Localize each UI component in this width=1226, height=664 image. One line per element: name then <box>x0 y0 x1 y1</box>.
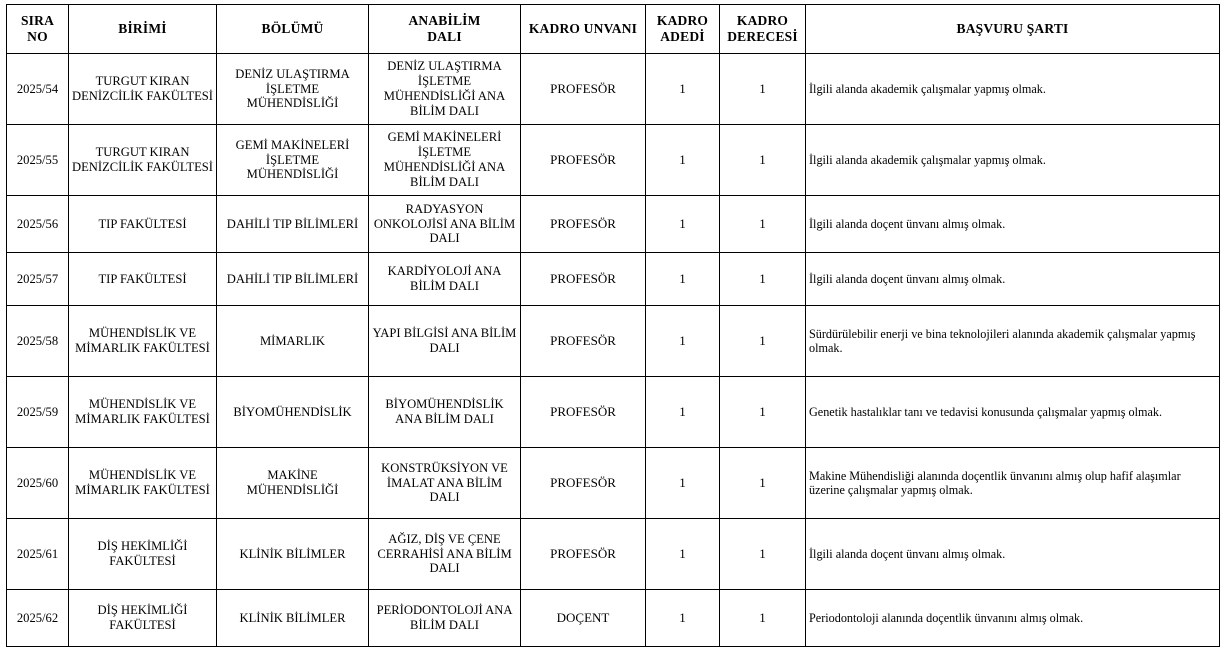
cell-sira-no: 2025/62 <box>7 590 69 647</box>
column-header-birimi: BİRİMİ <box>69 5 217 54</box>
cell-kadro-unvani: PROFESÖR <box>521 54 646 125</box>
cell-kadro-adedi: 1 <box>646 377 720 448</box>
cell-birimi: DİŞ HEKİMLİĞİ FAKÜLTESİ <box>69 590 217 647</box>
cell-basvuru-sarti: İlgili alanda doçent ünvanı almış olmak. <box>806 196 1220 253</box>
cell-bolumu: DENİZ ULAŞTIRMA İŞLETME MÜHENDİSLİĞİ <box>217 54 369 125</box>
cell-kadro-derecesi: 1 <box>720 306 806 377</box>
cell-kadro-adedi: 1 <box>646 448 720 519</box>
cell-bolumu: GEMİ MAKİNELERİ İŞLETME MÜHENDİSLİĞİ <box>217 125 369 196</box>
cell-kadro-unvani: DOÇENT <box>521 590 646 647</box>
cell-birimi: TIP FAKÜLTESİ <box>69 253 217 306</box>
table-row <box>7 519 1220 590</box>
cell-kadro-unvani: PROFESÖR <box>521 377 646 448</box>
table-row <box>7 590 1220 647</box>
cell-sira-no: 2025/60 <box>7 448 69 519</box>
cell-kadro-derecesi: 1 <box>720 519 806 590</box>
cell-kadro-adedi: 1 <box>646 196 720 253</box>
cell-anabilim-dali: GEMİ MAKİNELERİ İŞLETME MÜHENDİSLİĞİ ANA BİLİM DALI <box>369 125 521 196</box>
cell-sira-no: 2025/59 <box>7 377 69 448</box>
table-row <box>7 306 1220 377</box>
cell-kadro-derecesi: 1 <box>720 253 806 306</box>
table-row <box>7 125 1220 196</box>
column-header-kadro-derecesi: KADRO DERECESİ <box>720 5 806 54</box>
cell-sira-no: 2025/55 <box>7 125 69 196</box>
cell-kadro-unvani: PROFESÖR <box>521 125 646 196</box>
cell-anabilim-dali: DENİZ ULAŞTIRMA İŞLETME MÜHENDİSLİĞİ ANA BİLİM DALI <box>369 54 521 125</box>
cell-kadro-derecesi: 1 <box>720 196 806 253</box>
cell-birimi: MÜHENDİSLİK VE MİMARLIK FAKÜLTESİ <box>69 377 217 448</box>
column-header-sira-no: SIRA NO <box>7 5 69 54</box>
cell-kadro-derecesi: 1 <box>720 125 806 196</box>
cell-kadro-unvani: PROFESÖR <box>521 306 646 377</box>
table-row <box>7 196 1220 253</box>
cell-bolumu: DAHİLİ TIP BİLİMLERİ <box>217 253 369 306</box>
cell-sira-no: 2025/58 <box>7 306 69 377</box>
cell-kadro-unvani: PROFESÖR <box>521 196 646 253</box>
cell-sira-no: 2025/56 <box>7 196 69 253</box>
cell-anabilim-dali: RADYASYON ONKOLOJİSİ ANA BİLİM DALI <box>369 196 521 253</box>
cell-anabilim-dali: AĞIZ, DİŞ VE ÇENE CERRAHİSİ ANA BİLİM DALI <box>369 519 521 590</box>
cell-kadro-adedi: 1 <box>646 253 720 306</box>
cell-kadro-derecesi: 1 <box>720 377 806 448</box>
cell-basvuru-sarti: İlgili alanda akademik çalışmalar yapmış olmak. <box>806 125 1220 196</box>
cell-bolumu: KLİNİK BİLİMLER <box>217 590 369 647</box>
table-row <box>7 253 1220 306</box>
cell-bolumu: KLİNİK BİLİMLER <box>217 519 369 590</box>
cell-sira-no: 2025/54 <box>7 54 69 125</box>
cell-anabilim-dali: YAPI BİLGİSİ ANA BİLİM DALI <box>369 306 521 377</box>
column-header-kadro-adedi: KADRO ADEDİ <box>646 5 720 54</box>
cell-birimi: TURGUT KIRAN DENİZCİLİK FAKÜLTESİ <box>69 125 217 196</box>
cell-anabilim-dali: BİYOMÜHENDİSLİK ANA BİLİM DALI <box>369 377 521 448</box>
cell-kadro-adedi: 1 <box>646 590 720 647</box>
academic-positions-table <box>6 4 1220 647</box>
cell-birimi: MÜHENDİSLİK VE MİMARLIK FAKÜLTESİ <box>69 448 217 519</box>
table-row <box>7 377 1220 448</box>
cell-kadro-adedi: 1 <box>646 306 720 377</box>
cell-birimi: MÜHENDİSLİK VE MİMARLIK FAKÜLTESİ <box>69 306 217 377</box>
column-header-anabilim-dali: ANABİLİM DALI <box>369 5 521 54</box>
column-header-kadro-unvani: KADRO UNVANI <box>521 5 646 54</box>
cell-sira-no: 2025/61 <box>7 519 69 590</box>
cell-basvuru-sarti: İlgili alanda doçent ünvanı almış olmak. <box>806 519 1220 590</box>
cell-anabilim-dali: KONSTRÜKSİYON VE İMALAT ANA BİLİM DALI <box>369 448 521 519</box>
cell-birimi: TIP FAKÜLTESİ <box>69 196 217 253</box>
cell-basvuru-sarti: Genetik hastalıklar tanı ve tedavisi konusunda çalışmalar yapmış olmak. <box>806 377 1220 448</box>
cell-kadro-unvani: PROFESÖR <box>521 253 646 306</box>
cell-basvuru-sarti: İlgili alanda doçent ünvanı almış olmak. <box>806 253 1220 306</box>
cell-bolumu: MAKİNE MÜHENDİSLİĞİ <box>217 448 369 519</box>
table-row <box>7 54 1220 125</box>
cell-kadro-adedi: 1 <box>646 125 720 196</box>
table-row <box>7 448 1220 519</box>
cell-bolumu: BİYOMÜHENDİSLİK <box>217 377 369 448</box>
column-header-bolumu: BÖLÜMÜ <box>217 5 369 54</box>
table-header-row <box>7 5 1220 54</box>
cell-bolumu: DAHİLİ TIP BİLİMLERİ <box>217 196 369 253</box>
cell-sira-no: 2025/57 <box>7 253 69 306</box>
cell-kadro-derecesi: 1 <box>720 54 806 125</box>
cell-kadro-adedi: 1 <box>646 54 720 125</box>
cell-kadro-unvani: PROFESÖR <box>521 519 646 590</box>
column-header-basvuru-sarti: BAŞVURU ŞARTI <box>806 5 1220 54</box>
cell-basvuru-sarti: Sürdürülebilir enerji ve bina teknolojileri alanında akademik çalışmalar yapmış olmak. <box>806 306 1220 377</box>
cell-kadro-adedi: 1 <box>646 519 720 590</box>
cell-basvuru-sarti: Periodontoloji alanında doçentlik ünvanını almış olmak. <box>806 590 1220 647</box>
cell-birimi: TURGUT KIRAN DENİZCİLİK FAKÜLTESİ <box>69 54 217 125</box>
cell-basvuru-sarti: İlgili alanda akademik çalışmalar yapmış olmak. <box>806 54 1220 125</box>
cell-kadro-unvani: PROFESÖR <box>521 448 646 519</box>
cell-basvuru-sarti: Makine Mühendisliği alanında doçentlik ünvanını almış olup hafif alaşımlar üzerine çalışmalar yapmış olmak. <box>806 448 1220 519</box>
cell-birimi: DİŞ HEKİMLİĞİ FAKÜLTESİ <box>69 519 217 590</box>
cell-anabilim-dali: KARDİYOLOJİ ANA BİLİM DALI <box>369 253 521 306</box>
cell-anabilim-dali: PERİODONTOLOJİ ANA BİLİM DALI <box>369 590 521 647</box>
cell-bolumu: MİMARLIK <box>217 306 369 377</box>
cell-kadro-derecesi: 1 <box>720 590 806 647</box>
cell-kadro-derecesi: 1 <box>720 448 806 519</box>
